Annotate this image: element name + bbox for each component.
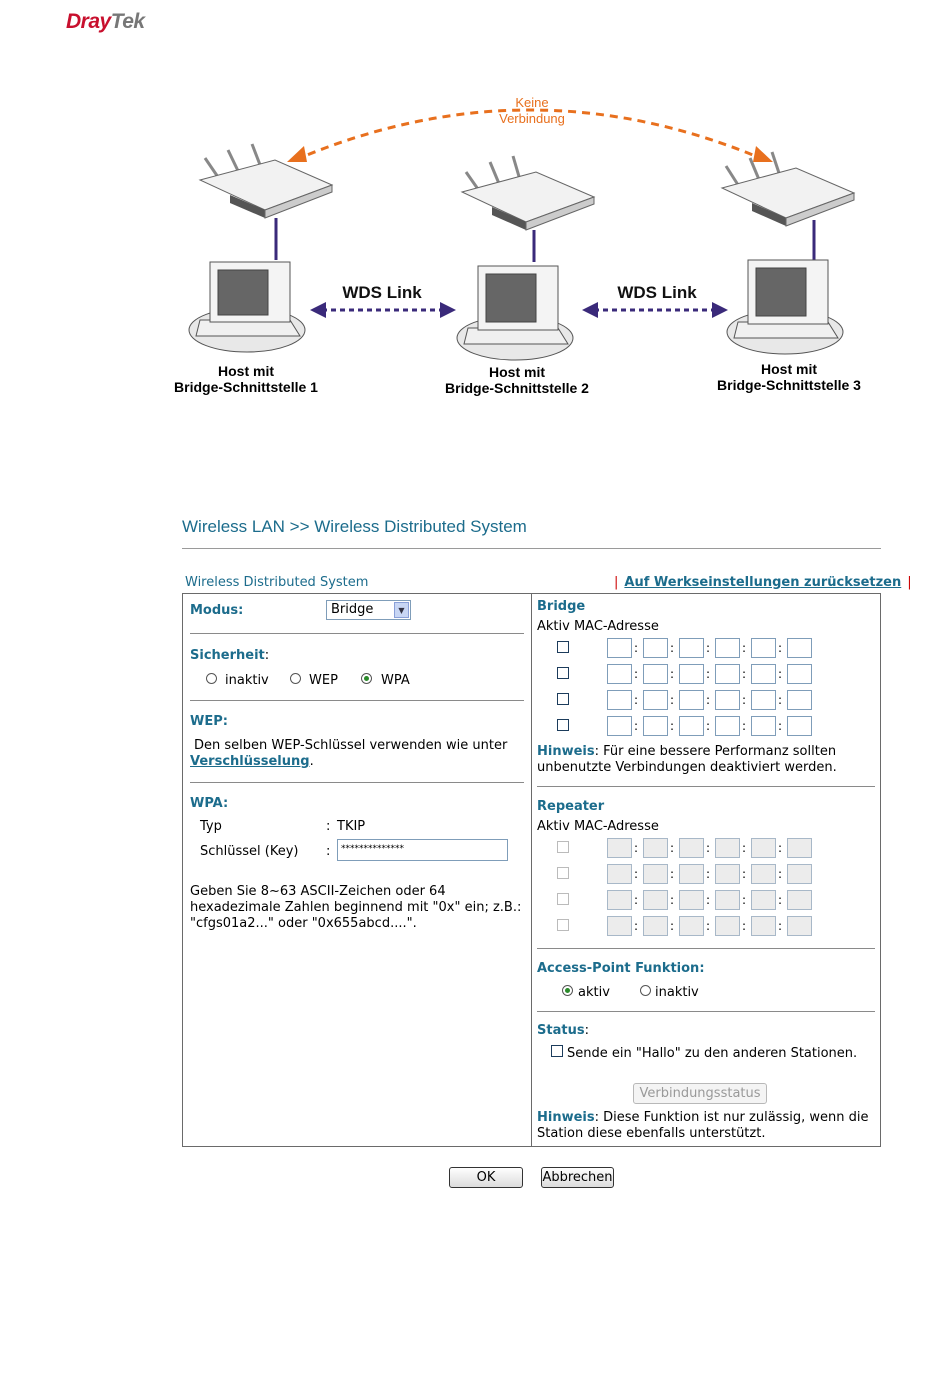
mac-octet-input[interactable]	[643, 838, 668, 858]
mac-octet-input[interactable]	[679, 864, 704, 884]
reset-sep-left: |	[614, 575, 619, 590]
security-colon: :	[264, 648, 270, 663]
mac-active-checkbox[interactable]	[557, 693, 569, 705]
security-option-wpa: WPA	[381, 673, 410, 688]
mac-octet-input[interactable]	[607, 916, 632, 936]
mac-octet-input[interactable]	[607, 864, 632, 884]
mac-separator: :	[706, 693, 711, 707]
mac-separator: :	[670, 719, 675, 733]
key-label: Schlüssel (Key)	[200, 844, 299, 859]
wpa-label: WPA:	[190, 796, 229, 811]
router-icon-3	[722, 152, 854, 226]
status-label	[537, 1023, 589, 1038]
key-hint-line1: Geben Sie 8~63 ASCII-Zeichen oder 64	[190, 884, 446, 899]
ap-option-inaktiv: inaktiv	[655, 985, 699, 1000]
mac-separator: :	[778, 719, 783, 733]
router-icon-2	[462, 156, 594, 230]
arc-arrowhead-left	[287, 146, 307, 162]
mac-separator: :	[742, 867, 747, 881]
security-radio-wep[interactable]	[290, 673, 301, 684]
ap-option-aktiv: aktiv	[578, 985, 610, 1000]
mac-octet-input[interactable]	[643, 664, 668, 684]
divider	[537, 1011, 875, 1012]
mac-active-checkbox[interactable]	[557, 867, 569, 879]
encryption-link[interactable]: Verschlüsselung	[190, 754, 310, 769]
mac-octet-input[interactable]	[607, 890, 632, 910]
mac-octet-input[interactable]	[679, 838, 704, 858]
mac-separator: :	[742, 641, 747, 655]
mac-octet-input[interactable]	[715, 864, 740, 884]
mac-octet-input[interactable]	[751, 716, 776, 736]
wds-diagram	[0, 80, 950, 410]
mac-octet-input[interactable]	[787, 864, 812, 884]
mac-octet-input[interactable]	[679, 638, 704, 658]
mac-octet-input[interactable]	[751, 890, 776, 910]
wep-label: WEP:	[190, 714, 228, 729]
divider	[190, 700, 524, 701]
key-hint-line3: "cfgs01a2..." oder "0x655abcd....".	[190, 916, 417, 931]
mac-separator: :	[706, 919, 711, 933]
ap-radio-aktiv[interactable]	[562, 985, 573, 996]
mac-octet-input[interactable]	[751, 638, 776, 658]
mac-octet-input[interactable]	[679, 716, 704, 736]
mac-separator: :	[634, 693, 639, 707]
mac-separator: :	[706, 867, 711, 881]
title-divider	[182, 548, 881, 549]
mac-separator: :	[706, 719, 711, 733]
bridge-label: Bridge	[537, 599, 586, 614]
mac-active-checkbox[interactable]	[557, 667, 569, 679]
bridge-hint-line1	[537, 744, 836, 759]
mac-octet-input[interactable]	[607, 838, 632, 858]
no-connection-label-2: Verbindung	[499, 111, 565, 126]
wds-link-arrow-2	[582, 302, 728, 318]
wds-link-label-1: WDS Link	[342, 283, 422, 302]
status-label-text: Status	[537, 1023, 585, 1038]
host-label-1-line1: Host mit	[218, 363, 274, 379]
mac-separator: :	[742, 693, 747, 707]
mac-octet-input[interactable]	[751, 690, 776, 710]
mac-separator: :	[634, 867, 639, 881]
mac-octet-input[interactable]	[715, 638, 740, 658]
mac-active-checkbox[interactable]	[557, 919, 569, 931]
mac-octet-input[interactable]	[643, 890, 668, 910]
security-option-wep: WEP	[309, 673, 338, 688]
mac-octet-input[interactable]	[607, 716, 632, 736]
host-label-2-line1: Host mit	[489, 364, 545, 380]
mac-separator: :	[670, 693, 675, 707]
status-hint-label: Hinweis	[537, 1110, 595, 1125]
divider	[537, 948, 875, 949]
mac-separator: :	[634, 893, 639, 907]
mac-separator: :	[778, 667, 783, 681]
host-computer-icon-2	[457, 266, 573, 360]
mac-separator: :	[634, 667, 639, 681]
mac-octet-input[interactable]	[679, 690, 704, 710]
arc-arrowhead-right	[753, 146, 773, 162]
mac-octet-input[interactable]	[787, 664, 812, 684]
status-colon: :	[584, 1023, 589, 1038]
mac-octet-input[interactable]	[751, 916, 776, 936]
bridge-hint-line2: unbenutzte Verbindungen deaktiviert werden.	[537, 760, 837, 775]
mac-active-checkbox[interactable]	[557, 841, 569, 853]
security-radio-wpa[interactable]	[361, 673, 372, 684]
bridge-columns: Aktiv MAC-Adresse	[537, 619, 659, 634]
mac-octet-input[interactable]	[679, 890, 704, 910]
mac-octet-input[interactable]	[787, 916, 812, 936]
mac-separator: :	[670, 667, 675, 681]
host-label-3-line1: Host mit	[761, 361, 817, 377]
mac-octet-input[interactable]	[751, 664, 776, 684]
ap-function-label: Access-Point Funktion:	[537, 961, 705, 976]
draytek-logo	[66, 10, 145, 34]
logo-part1: Dray	[66, 10, 111, 33]
status-hint-line2: Station diese ebenfalls unterstützt.	[537, 1126, 766, 1141]
mac-octet-input[interactable]	[715, 916, 740, 936]
status-hint-text: : Diese Funktion ist nur zulässig, wenn die	[594, 1110, 869, 1125]
mac-octet-input[interactable]	[787, 690, 812, 710]
key-hint-line2: hexadezimale Zahlen beginnend mit "0x" ein; z.B.:	[190, 900, 522, 915]
bridge-hint-text: : Für eine bessere Performanz sollten	[594, 744, 837, 759]
mac-separator: :	[670, 641, 675, 655]
reset-bar	[614, 575, 912, 590]
modus-select[interactable]	[326, 600, 411, 620]
wep-text: Den selben WEP-Schlüssel verwenden wie unter	[194, 738, 508, 753]
mac-separator: :	[706, 667, 711, 681]
logo-part2: Tek	[110, 10, 145, 33]
mac-octet-input[interactable]	[787, 716, 812, 736]
mac-octet-input[interactable]	[607, 690, 632, 710]
mac-separator: :	[778, 641, 783, 655]
mac-octet-input[interactable]	[751, 838, 776, 858]
host-label-3-line2: Bridge-Schnittstelle 3	[717, 377, 861, 393]
mac-octet-input[interactable]	[751, 864, 776, 884]
section-title: Wireless Distributed System	[185, 575, 369, 590]
mac-separator: :	[778, 893, 783, 907]
mac-octet-input[interactable]	[787, 890, 812, 910]
host-label-1-line2: Bridge-Schnittstelle 1	[174, 379, 318, 395]
connection-status-button[interactable]: Verbindungsstatus	[633, 1083, 767, 1104]
divider	[190, 782, 524, 783]
mac-octet-input[interactable]	[643, 638, 668, 658]
mac-octet-input[interactable]	[715, 690, 740, 710]
mac-octet-input[interactable]	[607, 638, 632, 658]
status-hint-line1	[537, 1110, 868, 1125]
mac-octet-input[interactable]	[643, 864, 668, 884]
host-computer-icon-1	[189, 262, 305, 352]
hello-checkbox-label: Sende ein "Hallo" zu den anderen Stationen.	[567, 1046, 858, 1061]
cancel-button[interactable]: Abbrechen	[541, 1167, 614, 1188]
security-radio-inaktiv[interactable]	[206, 673, 217, 684]
hello-checkbox[interactable]	[551, 1045, 563, 1057]
mac-separator: :	[742, 719, 747, 733]
mac-octet-input[interactable]	[607, 664, 632, 684]
security-label-text: Sicherheit	[190, 648, 265, 663]
type-colon: :	[326, 819, 331, 834]
mac-separator: :	[706, 893, 711, 907]
mac-octet-input[interactable]	[787, 838, 812, 858]
bridge-hint-label: Hinweis	[537, 744, 595, 759]
divider	[190, 633, 524, 634]
mac-separator: :	[778, 867, 783, 881]
mac-octet-input[interactable]	[643, 716, 668, 736]
repeater-columns: Aktiv MAC-Adresse	[537, 819, 659, 834]
type-value: TKIP	[337, 819, 366, 834]
repeater-label: Repeater	[537, 799, 605, 814]
mac-separator: :	[742, 893, 747, 907]
mac-separator: :	[670, 919, 675, 933]
security-option-inaktiv: inaktiv	[225, 673, 269, 688]
mac-octet-input[interactable]	[715, 890, 740, 910]
mac-octet-input[interactable]	[715, 664, 740, 684]
mac-octet-input[interactable]	[787, 638, 812, 658]
mac-separator: :	[778, 841, 783, 855]
mac-active-checkbox[interactable]	[557, 641, 569, 653]
mac-separator: :	[670, 893, 675, 907]
page-title: Wireless LAN >> Wireless Distributed System	[182, 517, 527, 536]
router-icon-1	[200, 144, 332, 218]
no-connection-label-1: Keine	[515, 95, 549, 110]
ok-button[interactable]: OK	[449, 1167, 523, 1188]
mac-separator: :	[670, 867, 675, 881]
mac-separator: :	[634, 841, 639, 855]
reset-defaults-link[interactable]: Auf Werkseinstellungen zurücksetzen	[624, 575, 902, 590]
mac-separator: :	[634, 919, 639, 933]
mac-separator: :	[634, 719, 639, 733]
mac-active-checkbox[interactable]	[557, 719, 569, 731]
mac-separator: :	[706, 641, 711, 655]
modus-label: Modus:	[190, 603, 244, 618]
wds-link-label-2: WDS Link	[617, 283, 697, 302]
mac-octet-input[interactable]	[715, 716, 740, 736]
mac-octet-input[interactable]	[715, 838, 740, 858]
divider	[537, 786, 875, 787]
key-input[interactable]: **************	[337, 839, 508, 861]
wep-period: .	[309, 754, 314, 769]
modus-value: Bridge	[331, 602, 374, 617]
mac-separator: :	[778, 919, 783, 933]
chevron-down-icon: ▼	[394, 602, 409, 618]
mac-separator: :	[742, 919, 747, 933]
mac-separator: :	[706, 841, 711, 855]
wds-link-arrow-1	[310, 302, 456, 318]
mac-separator: :	[634, 641, 639, 655]
type-label: Typ	[200, 819, 222, 834]
wep-link-line	[190, 754, 314, 769]
reset-sep-right: |	[907, 575, 912, 590]
key-colon: :	[326, 844, 331, 859]
mac-separator: :	[778, 693, 783, 707]
mac-octet-input[interactable]	[643, 916, 668, 936]
mac-octet-input[interactable]	[643, 690, 668, 710]
mac-separator: :	[742, 667, 747, 681]
ap-radio-inaktiv[interactable]	[640, 985, 651, 996]
mac-separator: :	[742, 841, 747, 855]
host-label-2-line2: Bridge-Schnittstelle 2	[445, 380, 589, 396]
mac-active-checkbox[interactable]	[557, 893, 569, 905]
mac-octet-input[interactable]	[679, 916, 704, 936]
host-computer-icon-3	[727, 260, 843, 354]
security-label	[190, 648, 269, 663]
mac-octet-input[interactable]	[679, 664, 704, 684]
mac-separator: :	[670, 841, 675, 855]
